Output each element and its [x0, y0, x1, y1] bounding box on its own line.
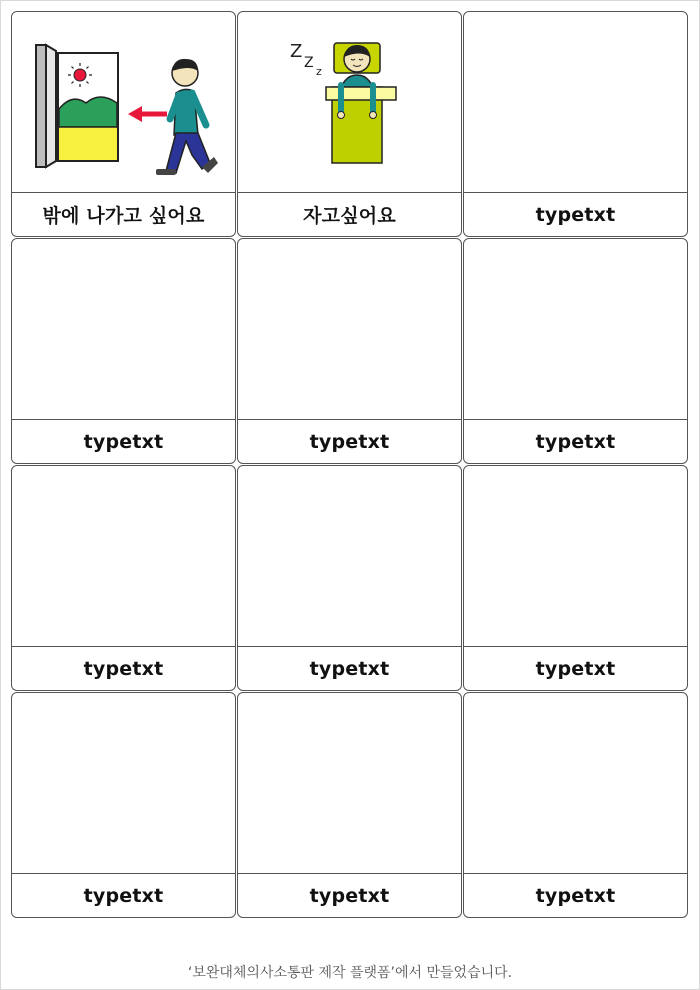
card-label: typetxt: [535, 657, 616, 680]
card-want-to-sleep[interactable]: [237, 11, 462, 237]
zzz-letter: Z: [289, 41, 302, 62]
card-image: [12, 239, 235, 420]
communication-board-grid: [11, 11, 688, 918]
zzz-letter: z: [315, 65, 322, 78]
card-label: typetxt: [535, 203, 616, 226]
card-label: typetxt: [309, 430, 390, 453]
card-image: [464, 12, 687, 193]
card-label: 자고싶어요: [303, 205, 396, 227]
card-image: [238, 693, 461, 874]
card-label: typetxt: [535, 884, 616, 907]
zzz-letter: Z: [303, 55, 314, 71]
card-image: [238, 466, 461, 647]
go-outside-icon: [24, 27, 224, 177]
card-empty[interactable]: [463, 11, 688, 237]
sleeping-icon: [250, 27, 450, 177]
card-image: [12, 12, 235, 193]
card-empty[interactable]: [463, 238, 688, 464]
card-image: [238, 12, 461, 193]
card-empty[interactable]: [11, 238, 236, 464]
card-empty[interactable]: [237, 238, 462, 464]
card-label: typetxt: [535, 430, 616, 453]
card-label: typetxt: [83, 657, 164, 680]
card-image: [12, 693, 235, 874]
card-label: typetxt: [309, 657, 390, 680]
card-empty[interactable]: [11, 465, 236, 691]
card-label: 밖에 나가고 싶어요: [42, 205, 205, 227]
card-image: [12, 466, 235, 647]
card-image: [464, 239, 687, 420]
card-label: typetxt: [83, 884, 164, 907]
footer-credit: ‘보완대체의사소통판 제작 플랫폼’에서 만들었습니다.: [187, 965, 513, 981]
card-label: typetxt: [83, 430, 164, 453]
card-label: typetxt: [309, 884, 390, 907]
card-empty[interactable]: [237, 692, 462, 918]
card-image: [464, 466, 687, 647]
card-empty[interactable]: [237, 465, 462, 691]
card-image: [464, 693, 687, 874]
card-image: [238, 239, 461, 420]
card-go-outside[interactable]: [11, 11, 236, 237]
card-empty[interactable]: [463, 692, 688, 918]
card-empty[interactable]: [463, 465, 688, 691]
card-empty[interactable]: [11, 692, 236, 918]
